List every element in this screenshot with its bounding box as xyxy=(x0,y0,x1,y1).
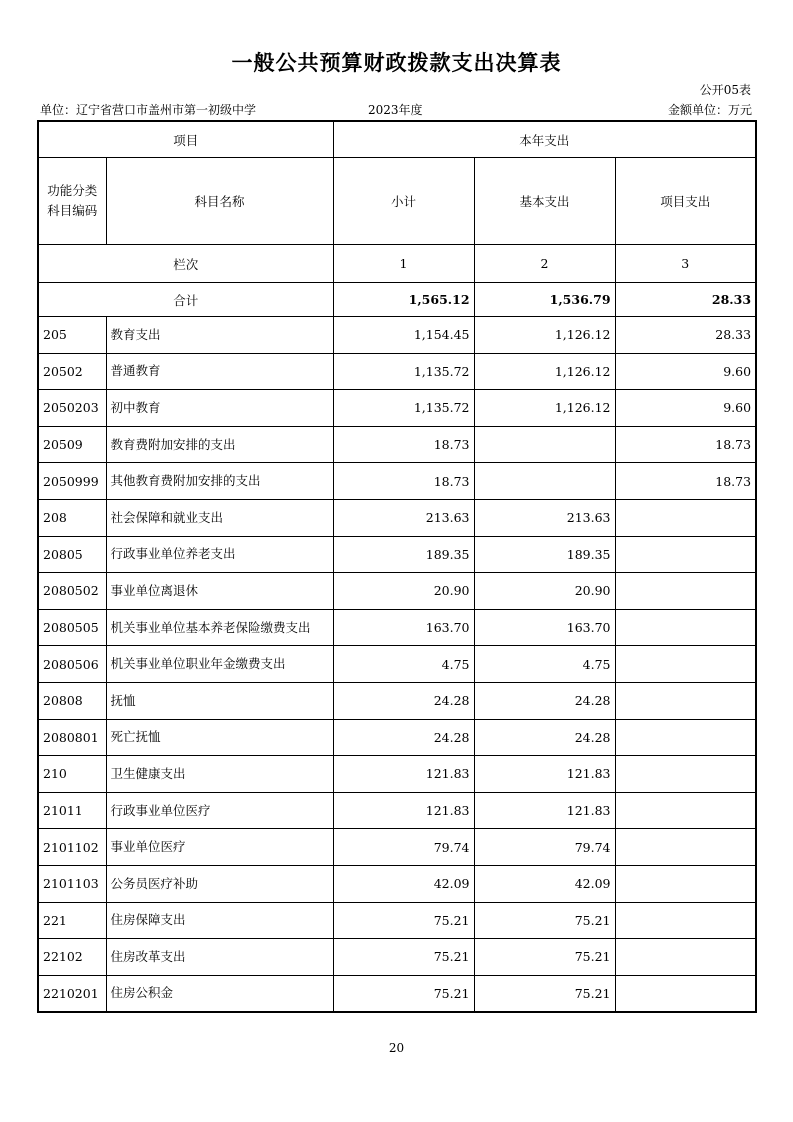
row-basic: 1,126.12 xyxy=(474,317,615,354)
row-code: 22102 xyxy=(38,939,106,976)
row-name: 机关事业单位基本养老保险缴费支出 xyxy=(106,609,333,646)
row-subtotal: 189.35 xyxy=(333,536,474,573)
table-row xyxy=(38,719,756,756)
row-name: 公务员医疗补助 xyxy=(106,865,333,902)
row-project: 18.73 xyxy=(615,426,756,463)
row-project: 28.33 xyxy=(615,317,756,354)
row-basic: 4.75 xyxy=(474,646,615,683)
row-subtotal: 75.21 xyxy=(333,975,474,1012)
form-code: 公开05表 xyxy=(699,83,751,97)
row-basic: 1,126.12 xyxy=(474,390,615,427)
table-row xyxy=(38,646,756,683)
row-code: 21011 xyxy=(38,792,106,829)
row-project: 18.73 xyxy=(615,463,756,500)
row-subtotal: 42.09 xyxy=(333,865,474,902)
table-row xyxy=(38,317,756,354)
row-code: 20502 xyxy=(38,353,106,390)
row-name: 教育支出 xyxy=(106,317,333,354)
row-project xyxy=(615,865,756,902)
expenditure-table xyxy=(37,120,757,1013)
row-basic: 1,126.12 xyxy=(474,353,615,390)
column-number-3: 3 xyxy=(615,245,756,283)
column-label: 栏次 xyxy=(38,245,333,283)
row-project xyxy=(615,609,756,646)
row-code: 2080801 xyxy=(38,719,106,756)
table-row xyxy=(38,463,756,500)
row-basic: 79.74 xyxy=(474,829,615,866)
header-row-2 xyxy=(38,158,756,245)
row-subtotal: 18.73 xyxy=(333,463,474,500)
row-basic: 24.28 xyxy=(474,682,615,719)
header-basic: 基本支出 xyxy=(474,158,615,245)
row-project xyxy=(615,902,756,939)
row-code: 2050203 xyxy=(38,390,106,427)
row-project xyxy=(615,829,756,866)
row-name: 事业单位医疗 xyxy=(106,829,333,866)
table-row xyxy=(38,975,756,1012)
table-row xyxy=(38,756,756,793)
row-basic: 24.28 xyxy=(474,719,615,756)
header-name: 科目名称 xyxy=(106,158,333,245)
year-label: 2023年度 xyxy=(368,103,423,117)
total-row xyxy=(38,283,756,317)
row-name: 行政事业单位医疗 xyxy=(106,792,333,829)
row-subtotal: 1,135.72 xyxy=(333,390,474,427)
row-project xyxy=(615,573,756,610)
table-row xyxy=(38,390,756,427)
row-code: 2101102 xyxy=(38,829,106,866)
row-subtotal: 163.70 xyxy=(333,609,474,646)
row-project xyxy=(615,975,756,1012)
table-row xyxy=(38,499,756,536)
row-name: 教育费附加安排的支出 xyxy=(106,426,333,463)
row-basic: 121.83 xyxy=(474,756,615,793)
row-name: 事业单位离退休 xyxy=(106,573,333,610)
row-subtotal: 24.28 xyxy=(333,719,474,756)
table-row xyxy=(38,865,756,902)
column-number-row xyxy=(38,245,756,283)
header-code: 功能分类科目编码 xyxy=(38,158,106,245)
row-name: 行政事业单位养老支出 xyxy=(106,536,333,573)
row-code: 2080502 xyxy=(38,573,106,610)
row-project xyxy=(615,756,756,793)
row-basic: 213.63 xyxy=(474,499,615,536)
row-code: 208 xyxy=(38,499,106,536)
row-project xyxy=(615,719,756,756)
row-subtotal: 24.28 xyxy=(333,682,474,719)
row-basic: 75.21 xyxy=(474,939,615,976)
row-basic: 121.83 xyxy=(474,792,615,829)
column-number-1: 1 xyxy=(333,245,474,283)
row-subtotal: 79.74 xyxy=(333,829,474,866)
total-subtotal: 1,565.12 xyxy=(333,283,474,317)
row-code: 20808 xyxy=(38,682,106,719)
row-subtotal: 121.83 xyxy=(333,792,474,829)
row-basic: 42.09 xyxy=(474,865,615,902)
page-number: 20 xyxy=(388,1041,405,1055)
row-name: 住房公积金 xyxy=(106,975,333,1012)
row-name: 抚恤 xyxy=(106,682,333,719)
table-row xyxy=(38,829,756,866)
amount-unit-label: 金额单位：万元 xyxy=(667,103,752,117)
row-name: 机关事业单位职业年金缴费支出 xyxy=(106,646,333,683)
table-row xyxy=(38,353,756,390)
row-name: 初中教育 xyxy=(106,390,333,427)
row-basic: 75.21 xyxy=(474,975,615,1012)
table-row xyxy=(38,426,756,463)
row-code: 2080506 xyxy=(38,646,106,683)
header-item: 项目 xyxy=(38,121,333,158)
table-row xyxy=(38,902,756,939)
row-subtotal: 18.73 xyxy=(333,426,474,463)
row-code: 2050999 xyxy=(38,463,106,500)
row-basic: 163.70 xyxy=(474,609,615,646)
row-code: 2210201 xyxy=(38,975,106,1012)
total-basic: 1,536.79 xyxy=(474,283,615,317)
row-project xyxy=(615,499,756,536)
row-basic xyxy=(474,463,615,500)
row-name: 普通教育 xyxy=(106,353,333,390)
header-project: 项目支出 xyxy=(615,158,756,245)
row-code: 20805 xyxy=(38,536,106,573)
table-row xyxy=(38,536,756,573)
row-name: 住房保障支出 xyxy=(106,902,333,939)
header-current-year-expense: 本年支出 xyxy=(333,121,756,158)
unit-label: 单位：辽宁省营口市盖州市第一初级中学 xyxy=(40,103,257,117)
row-name: 社会保障和就业支出 xyxy=(106,499,333,536)
row-project xyxy=(615,939,756,976)
row-code: 205 xyxy=(38,317,106,354)
header-row-1 xyxy=(38,121,756,158)
row-subtotal: 1,135.72 xyxy=(333,353,474,390)
row-name: 住房改革支出 xyxy=(106,939,333,976)
row-basic: 75.21 xyxy=(474,902,615,939)
table-row xyxy=(38,609,756,646)
page-title: 一般公共预算财政拨款支出决算表 xyxy=(231,51,562,75)
row-basic xyxy=(474,426,615,463)
header-subtotal: 小计 xyxy=(333,158,474,245)
row-subtotal: 213.63 xyxy=(333,499,474,536)
row-project xyxy=(615,536,756,573)
row-project: 9.60 xyxy=(615,390,756,427)
table-row xyxy=(38,682,756,719)
row-subtotal: 20.90 xyxy=(333,573,474,610)
column-number-2: 2 xyxy=(474,245,615,283)
table-row xyxy=(38,939,756,976)
row-code: 20509 xyxy=(38,426,106,463)
row-name: 死亡抚恤 xyxy=(106,719,333,756)
total-project: 28.33 xyxy=(615,283,756,317)
row-subtotal: 1,154.45 xyxy=(333,317,474,354)
row-basic: 20.90 xyxy=(474,573,615,610)
row-code: 2080505 xyxy=(38,609,106,646)
row-basic: 189.35 xyxy=(474,536,615,573)
total-label: 合计 xyxy=(38,283,333,317)
row-name: 其他教育费附加安排的支出 xyxy=(106,463,333,500)
row-project xyxy=(615,682,756,719)
row-code: 221 xyxy=(38,902,106,939)
row-code: 2101103 xyxy=(38,865,106,902)
row-project xyxy=(615,646,756,683)
table-row xyxy=(38,792,756,829)
row-code: 210 xyxy=(38,756,106,793)
row-subtotal: 121.83 xyxy=(333,756,474,793)
row-name: 卫生健康支出 xyxy=(106,756,333,793)
meta-row xyxy=(40,101,752,119)
row-subtotal: 75.21 xyxy=(333,902,474,939)
row-subtotal: 4.75 xyxy=(333,646,474,683)
row-project: 9.60 xyxy=(615,353,756,390)
table-row xyxy=(38,573,756,610)
row-subtotal: 75.21 xyxy=(333,939,474,976)
row-project xyxy=(615,792,756,829)
